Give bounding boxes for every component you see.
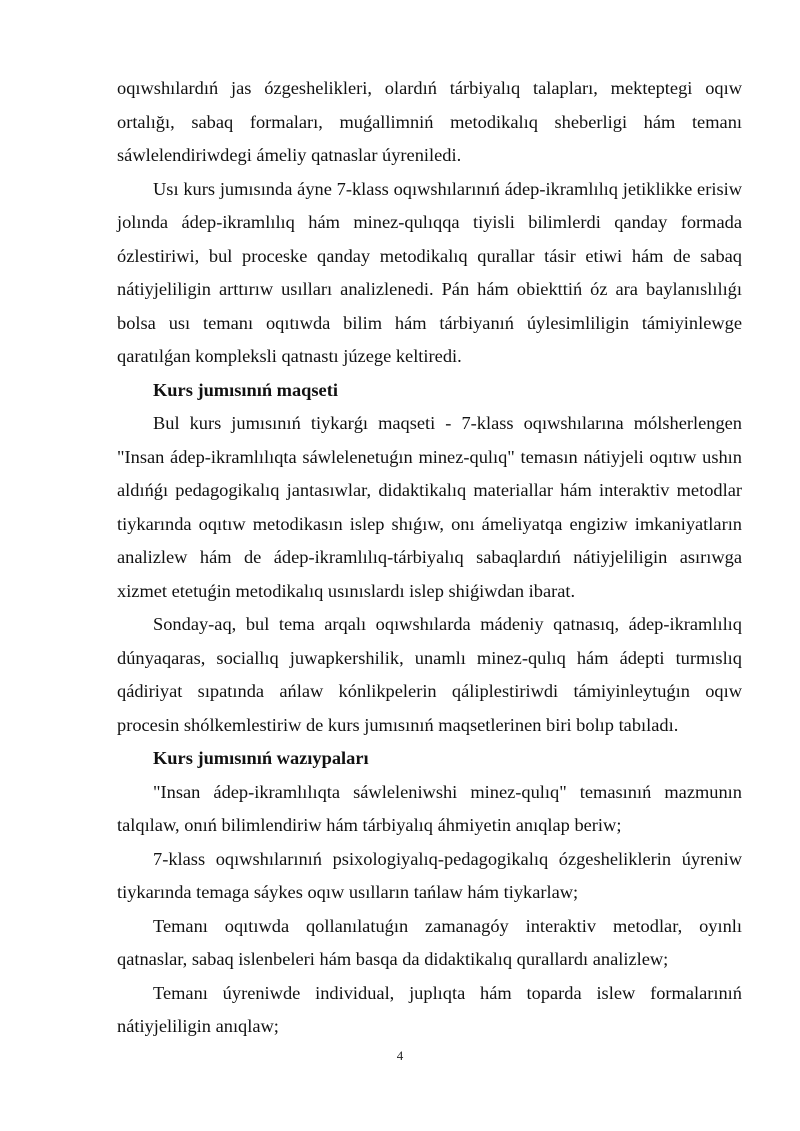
page-number: 4: [396, 1048, 404, 1063]
task-item: Temanı oqıtıwda qollanılatuǵın zamanagóy interaktiv metodlar, oyınlı qatnaslar, sabaq islenbeleri hám basqa da didaktikalıq qurallardı analizlew;: [117, 915, 742, 969]
task-item: "Insan ádep-ikramlılıqta sáwleleniwshi minez-qulıq" temasınıń mazmunın talqılaw, onıń bilimlendiriw hám tárbiyalıq áhmiyetin anıqlap beriw;: [117, 781, 742, 835]
section-heading-tasks: Kurs jumısınıń wazıypaları: [153, 748, 369, 768]
section-heading-aim: Kurs jumısınıń maqseti: [153, 379, 338, 400]
task-item: 7-klass oqıwshılarınıń psixologiyalıq-pedagogikalıq ózgesheliklerin úyreniw tiykarında temaga sáykes oqıw usılların tańlaw hám tiykarlaw;: [117, 848, 742, 902]
page-body: [117, 72, 742, 1044]
paragraph-aim-main: Bul kurs jumısınıń tiykarǵı maqseti - 7-klass oqıwshılarına mólsherlengen "Insan ádep-ikramlılıqta sáwlelenetuǵın minez-qulıq" temasın nátiyjeli oqıtıw ushın aldıńǵı pedagogikalıq jantasıwlar, didaktikalıq materiallar hám interaktiv metodlar tiykarında oqıtıw metodikasın islep shıǵıw, onı ámeliyatqa engiziw imkaniyatların analizlew hám de ádep-ikramlılıq-tárbiyalıq sabaqlardıń nátiyjeliligin asırıwga xizmet etetuǵin metodikalıq usınıslardı islep shiǵiwdan ibarat.: [117, 413, 742, 601]
task-item: Temanı úyreniwde individual, juplıqta hám toparda islew formalarınıń nátiyjeliligin anıqlaw;: [117, 982, 742, 1036]
paragraph-course-scope: Usı kurs jumısında áyne 7-klass oqıwshılarınıń ádep-ikramlılıq jetiklikke erisiw jolında ádep-ikramlılıq hám minez-qulıqqa tiyisli bilimlerdi qanday formada ózlestiriwi, bul proceske qanday metodikalıq qurallar tásir etiwi hám de sabaq nátiyjeliligin arttırıw usılları analizlenedi. Pán hám obiekttiń óz ara baylanıslılıǵı bolsa usı temanı oqıtıwda bilim hám tárbiyanıń úylesimliligin támiyinlewge qaratılǵan kompleksli qatnastı júzege keltiredi.: [117, 178, 742, 366]
paragraph-continuation: oqıwshılardıń jas ózgeshelikleri, olardıń tárbiyalıq talapları, mekteptegi oqıw ortalığı, sabaq formaları, muǵallimniń metodikalıq sheberligi hám temanı sáwlelendiriwdegi ámeliy qatnaslar úyreniledi.: [117, 78, 742, 165]
paragraph-aim-additional: Sonday-aq, bul tema arqalı oqıwshılarda mádeniy qatnasıq, ádep-ikramlılıq dúnyaqaras, sociallıq juwapkershilik, unamlı minez-qulıq hám ádepti turmıslıq qádiriyat sıpatında ańlaw kónlikpelerin qáliplestiriwdi támiyinleytuǵın oqıw procesin shólkemlestiriw de kurs jumısınıń maqsetlerinen biri bolıp tabıladı.: [117, 614, 742, 735]
